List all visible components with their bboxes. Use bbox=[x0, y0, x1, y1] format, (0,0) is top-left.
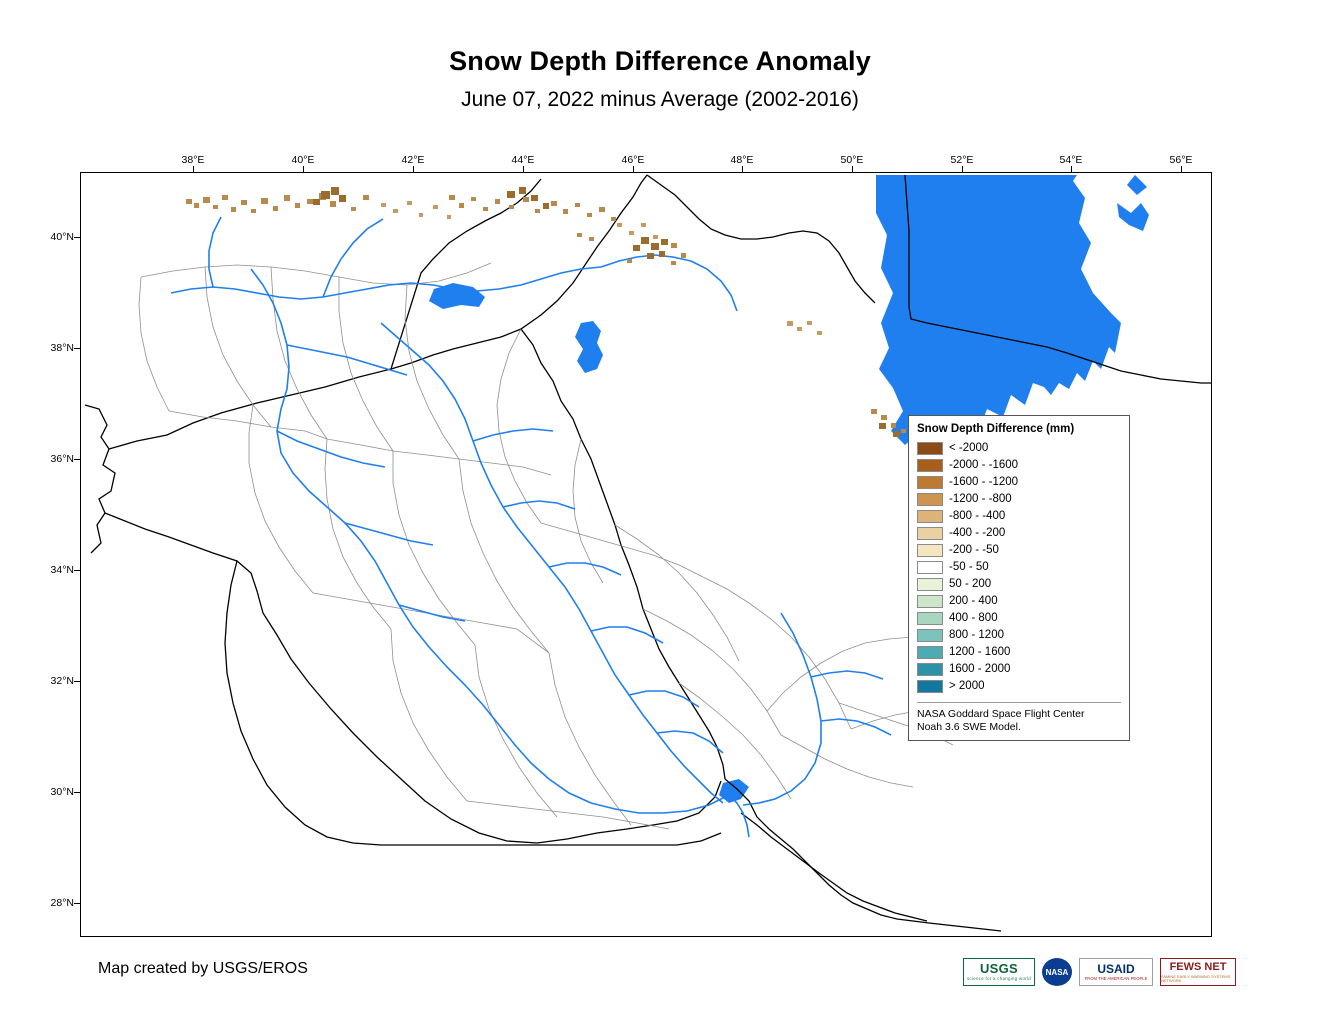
lon-label-3: 44°E bbox=[511, 154, 535, 166]
legend-label: 1200 - 1600 bbox=[949, 646, 1011, 658]
legend-swatch bbox=[917, 442, 943, 455]
lon-tick-9 bbox=[1181, 166, 1182, 172]
legend-label: -200 - -50 bbox=[949, 544, 999, 556]
lon-tick-2 bbox=[413, 166, 414, 172]
lat-tick-0 bbox=[74, 237, 80, 238]
usgs-logo bbox=[963, 958, 1035, 986]
legend-item bbox=[917, 525, 1121, 542]
legend-label: > 2000 bbox=[949, 680, 985, 692]
legend-label: 200 - 400 bbox=[949, 595, 998, 607]
legend-label: -1200 - -800 bbox=[949, 493, 1012, 505]
legend-item bbox=[917, 661, 1121, 678]
lat-label-4: 32°N bbox=[50, 675, 74, 687]
legend-item bbox=[917, 576, 1121, 593]
lon-tick-0 bbox=[193, 166, 194, 172]
legend-label: 1600 - 2000 bbox=[949, 663, 1011, 675]
legend-swatch bbox=[917, 578, 943, 591]
usaid-logo bbox=[1079, 958, 1153, 986]
legend-label: -400 - -200 bbox=[949, 527, 1006, 539]
legend-item bbox=[917, 678, 1121, 695]
legend-swatch bbox=[917, 663, 943, 676]
legend-title: Snow Depth Difference (mm) bbox=[917, 423, 1075, 435]
legend-label: < -2000 bbox=[949, 442, 989, 454]
legend-item bbox=[917, 644, 1121, 661]
legend-label: 400 - 800 bbox=[949, 612, 998, 624]
legend-swatch bbox=[917, 544, 943, 557]
lat-tick-5 bbox=[74, 792, 80, 793]
map-credit: Map created by USGS/EROS bbox=[98, 960, 308, 977]
legend-swatch bbox=[917, 680, 943, 693]
lat-label-5: 30°N bbox=[50, 786, 74, 798]
legend-item bbox=[917, 542, 1121, 559]
lon-label-8: 54°E bbox=[1059, 154, 1083, 166]
map-legend bbox=[908, 415, 1130, 741]
lon-tick-8 bbox=[1071, 166, 1072, 172]
page-title: Snow Depth Difference Anomaly bbox=[449, 46, 871, 76]
legend-swatch bbox=[917, 459, 943, 472]
lon-label-2: 42°E bbox=[401, 154, 425, 166]
lon-label-0: 38°E bbox=[181, 154, 205, 166]
lat-tick-6 bbox=[74, 903, 80, 904]
lon-tick-5 bbox=[742, 166, 743, 172]
legend-item bbox=[917, 627, 1121, 644]
legend-item bbox=[917, 593, 1121, 610]
lon-tick-4 bbox=[633, 166, 634, 172]
lat-tick-3 bbox=[74, 570, 80, 571]
inland-lakes bbox=[429, 283, 749, 803]
legend-swatch bbox=[917, 561, 943, 574]
lat-tick-2 bbox=[74, 459, 80, 460]
legend-swatch bbox=[917, 612, 943, 625]
lon-tick-1 bbox=[303, 166, 304, 172]
legend-item bbox=[917, 559, 1121, 576]
lat-tick-4 bbox=[74, 681, 80, 682]
legend-label: -800 - -400 bbox=[949, 510, 1006, 522]
legend-label: -1600 - -1200 bbox=[949, 476, 1019, 488]
rivers bbox=[171, 217, 891, 837]
legend-item bbox=[917, 508, 1121, 525]
legend-item bbox=[917, 610, 1121, 627]
lon-label-6: 50°E bbox=[840, 154, 864, 166]
legend-swatch bbox=[917, 510, 943, 523]
legend-swatch bbox=[917, 629, 943, 642]
legend-swatch bbox=[917, 476, 943, 489]
usgs-logo-text: USGS bbox=[979, 961, 1019, 977]
legend-swatch bbox=[917, 646, 943, 659]
legend-item bbox=[917, 457, 1121, 474]
legend-label: 800 - 1200 bbox=[949, 629, 1004, 641]
fewsnet-logo-text: FEWS NET bbox=[1169, 960, 1227, 973]
lon-tick-3 bbox=[523, 166, 524, 172]
legend-source-note bbox=[917, 702, 1121, 734]
lon-label-1: 40°E bbox=[291, 154, 315, 166]
legend-label: -2000 - -1600 bbox=[949, 459, 1019, 471]
lat-label-1: 38°N bbox=[50, 342, 74, 354]
page-subtitle: June 07, 2022 minus Average (2002-2016) bbox=[461, 88, 859, 111]
nasa-logo-text: NASA bbox=[1045, 967, 1069, 977]
usgs-logo-subtext: science for a changing world bbox=[966, 976, 1032, 982]
legend-note-line2: Noah 3.6 SWE Model. bbox=[917, 721, 1021, 733]
lon-tick-7 bbox=[962, 166, 963, 172]
lon-label-4: 46°E bbox=[621, 154, 645, 166]
lon-label-9: 56°E bbox=[1169, 154, 1193, 166]
admin-boundaries bbox=[139, 263, 959, 829]
legend-item bbox=[917, 491, 1121, 508]
fewsnet-logo-subtext: FAMINE EARLY WARNING SYSTEMS NETWORK bbox=[1161, 973, 1231, 983]
lat-label-2: 36°N bbox=[50, 453, 74, 465]
lat-label-6: 28°N bbox=[50, 897, 74, 909]
legend-label: 50 - 200 bbox=[949, 578, 992, 590]
usaid-logo-text: USAID bbox=[1097, 961, 1135, 976]
usaid-logo-subtext: FROM THE AMERICAN PEOPLE bbox=[1084, 975, 1148, 981]
fewsnet-logo bbox=[1160, 958, 1236, 986]
lon-label-7: 52°E bbox=[950, 154, 974, 166]
legend-item bbox=[917, 440, 1121, 457]
legend-swatch bbox=[917, 493, 943, 506]
lat-label-3: 34°N bbox=[50, 564, 74, 576]
legend-swatch bbox=[917, 527, 943, 540]
lon-tick-6 bbox=[852, 166, 853, 172]
legend-label: -50 - 50 bbox=[949, 561, 989, 573]
nasa-logo bbox=[1042, 958, 1072, 986]
legend-item bbox=[917, 474, 1121, 491]
logo-bar bbox=[963, 958, 1236, 986]
lat-label-0: 40°N bbox=[50, 231, 74, 243]
legend-note-line1: NASA Goddard Space Flight Center bbox=[917, 708, 1085, 720]
legend-swatch bbox=[917, 595, 943, 608]
lat-tick-1 bbox=[74, 348, 80, 349]
lon-label-5: 48°E bbox=[730, 154, 754, 166]
